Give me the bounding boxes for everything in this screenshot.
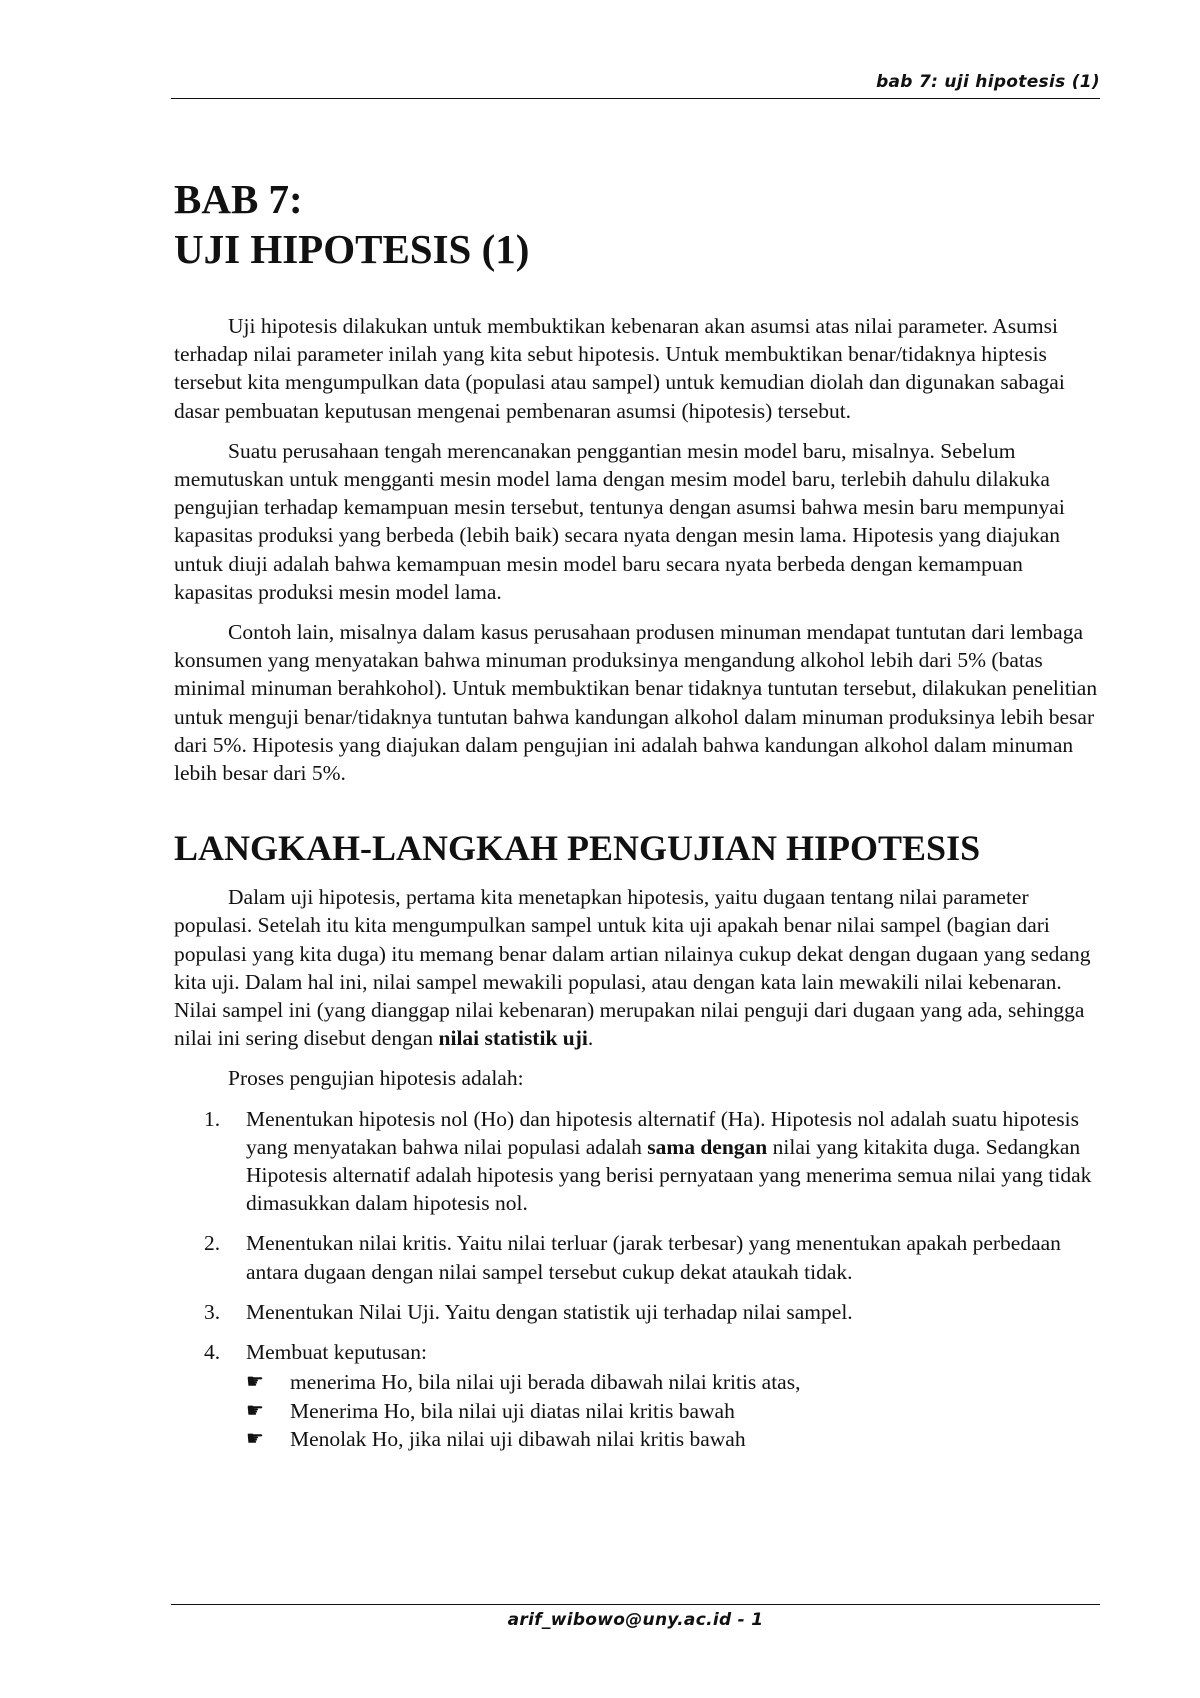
step-item xyxy=(174,1105,1100,1218)
decision-text: Menerima Ho, bila nilai uji diatas nilai kritis bawah xyxy=(290,1398,735,1423)
step-text: nilai yang kitakita duga. Sedangkan Hipotesis alternatif adalah hipotesis yang berisi pernyataan yang menerima semua nilai yang tidak dimasukkan dalam hipotesis nol. xyxy=(246,1134,1092,1216)
step-number: 4. xyxy=(204,1340,221,1365)
pointing-hand-icon: ☛ xyxy=(246,1427,264,1450)
section-heading: LANGKAH-LANGKAH PENGUJIAN HIPOTESIS xyxy=(174,828,981,869)
step-text: Menentukan nilai kritis. Yaitu nilai terluar (jarak terbesar) yang menentukan apakah perbedaan antara dugaan dengan nilai sampel tersebut cukup dekat ataukah tidak. xyxy=(246,1231,1061,1284)
chapter-number: BAB 7: xyxy=(174,176,303,222)
pointing-hand-icon: ☛ xyxy=(246,1371,264,1394)
page-content xyxy=(174,174,1100,1465)
decision-item xyxy=(246,1397,1100,1425)
step-item xyxy=(174,1298,1100,1326)
decision-item xyxy=(246,1425,1100,1453)
step-number: 3. xyxy=(204,1299,221,1324)
step-text: Menentukan Nilai Uji. Yaitu dengan statistik uji terhadap nilai sampel. xyxy=(246,1299,853,1324)
running-header: bab 7: uji hipotesis (1) xyxy=(876,72,1100,92)
bold-term: nilai statistik uji xyxy=(438,1026,588,1051)
intro-paragraph: Contoh lain, misalnya dalam kasus perusahaan produsen minuman mendapat tuntutan dari lembaga konsumen yang menyatakan bahwa minuman produksinya mengandung alkohol lebih dari 5% (batas minimal minuman berahkohol). Untuk membuktikan benar tidaknya tuntutan tersebut, dilakukan penelitian untuk menguji benar/tidaknya tuntutan bahwa kandungan alkohol dalam minuman produksinya lebih besar dari 5%. Hipotesis yang diajukan dalam pengujian ini adalah bahwa kandungan alkohol dalam minuman lebih besar dari 5%. xyxy=(174,620,1098,786)
process-intro: Proses pengujian hipotesis adalah: xyxy=(228,1066,524,1091)
chapter-name: UJI HIPOTESIS (1) xyxy=(174,226,530,272)
intro-paragraph: Suatu perusahaan tengah merencanakan penggantian mesin model baru, misalnya. Sebelum memutuskan untuk mengganti mesin model lama dengan mesim model baru, terlebih dahulu dilakuka pengujian terhadap kemampuan mesin tersebut, tentunya dengan asumsi bahwa mesin baru mempunyai kapasitas produksi yang berbeda (lebih baik) secara nyata dengan mesin lama. Hipotesis yang diajukan untuk diuji adalah bahwa kemampuan mesin model baru secara nyata berbeda dengan kemampuan kapasitas produksi mesin model lama. xyxy=(174,438,1065,604)
decision-item xyxy=(246,1368,1100,1396)
footer-rule xyxy=(171,1604,1100,1605)
steps-list xyxy=(174,1105,1100,1453)
chapter-title xyxy=(174,174,1100,274)
running-footer: arif_wibowo@uny.ac.id - 1 xyxy=(507,1610,764,1630)
decision-text: menerima Ho, bila nilai uji berada dibawah nilai kritis atas, xyxy=(290,1370,801,1395)
header-rule xyxy=(171,98,1100,99)
bold-term: sama dengan xyxy=(647,1134,768,1159)
pointing-hand-icon: ☛ xyxy=(246,1399,264,1422)
step-text: Membuat keputusan: xyxy=(246,1340,427,1365)
intro-paragraph: Uji hipotesis dilakukan untuk membuktikan kebenaran akan asumsi atas nilai parameter. Asumsi terhadap nilai parameter inilah yang kita sebut hipotesis. Untuk membuktikan benar/tidaknya hiptesis tersebut kita mengumpulkan data (populasi atau sampel) untuk kemudian diolah dan digunakan sabagai dasar pembuatan keputusan mengenai pembenaran asumsi (hipotesis) tersebut. xyxy=(174,314,1065,423)
step-number: 2. xyxy=(204,1231,221,1256)
decision-list xyxy=(246,1368,1100,1453)
step-number: 1. xyxy=(204,1106,221,1131)
paragraph-text: Dalam uji hipotesis, pertama kita menetapkan hipotesis, yaitu dugaan tentang nilai parameter populasi. Setelah itu kita mengumpulkan sampel untuk kita uji apakah benar nilai sampel (bagian dari populasi yang kita duga) itu memang benar dalam artian nilainya cukup dekat dengan dugaan yang sedang kita uji. Dalam hal ini, nilai sampel mewakili populasi, atau dengan kata lain mewakili nilai kebenaran. Nilai sampel ini (yang dianggap nilai kebenaran) merupakan nilai penguji dari dugaan yang ada, sehingga nilai ini sering disebut dengan xyxy=(174,885,1091,1051)
step-item xyxy=(174,1229,1100,1285)
step-item xyxy=(174,1338,1100,1453)
step-text: Menentukan hipotesis nol (Ho) dan hipotesis alternatif (Ha). Hipotesis nol adalah suatu hipotesis yang menyatakan bahwa nilai populasi adalah xyxy=(246,1106,1079,1159)
decision-text: Menolak Ho, jika nilai uji dibawah nilai kritis bawah xyxy=(290,1426,746,1451)
section-paragraph xyxy=(174,883,1100,1052)
paragraph-end: . xyxy=(587,1026,594,1051)
